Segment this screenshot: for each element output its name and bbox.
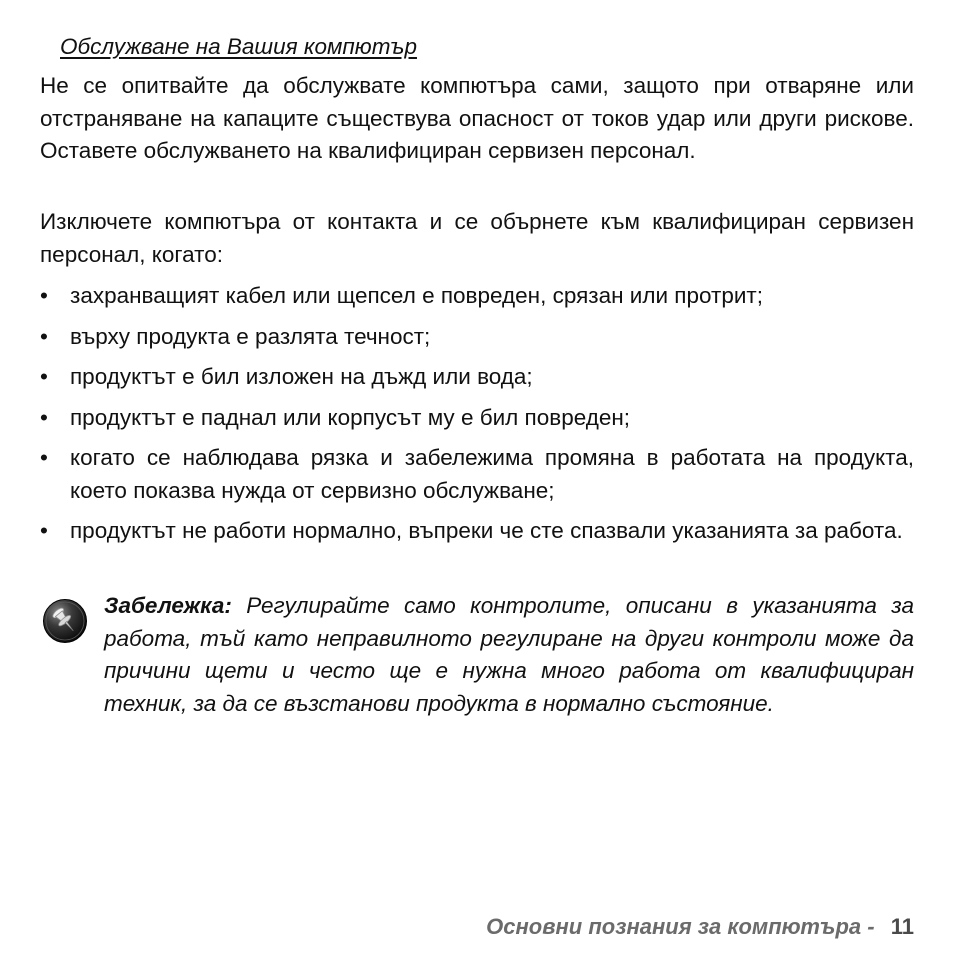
note-body: Регулирайте само контролите, описани в указанията за работа, тъй като неправилното регулиране на други контроли може да причини щети и често ще е нужна много работа от квалифициран техник, за да се възстанови продукта в нормално състояние. (104, 593, 914, 716)
page-number: 11 (890, 914, 914, 939)
list-item (40, 321, 914, 354)
list-item-text: продуктът е паднал или корпусът му е бил повреден; (70, 404, 631, 430)
list-item (40, 402, 914, 435)
list-item-text: продуктът е бил изложен на дъжд или вода; (70, 364, 533, 389)
page-footer (486, 914, 914, 940)
bullet-marker: • (40, 283, 48, 308)
paragraph-unplug-conditions: Изключете компютъра от контакта и се обърнете към квалифициран сервизен персонал, когато: (40, 209, 914, 267)
bullet-marker: • (40, 518, 48, 543)
bullet-marker: • (40, 445, 48, 470)
pushpin-icon (42, 598, 88, 644)
list-item-text: захранващият кабел или щепсел е повреден, срязан или протрит; (70, 283, 763, 308)
list-item (40, 515, 914, 548)
paragraph-servicing-warning: Не се опитвайте да обслужвате компютъра сами, защото при отваряне или отстраняване на капаците съществува опасност от токов удар или други рискове. Оставете обслужването на квалифициран сервизен персонал. (40, 73, 914, 163)
list-item-text: върху продукта е разлята течност; (70, 323, 431, 349)
section-title: Обслужване на Вашия компютър (60, 34, 417, 59)
note-label: Забележка: (104, 593, 232, 618)
bullet-marker: • (40, 404, 48, 430)
list-item-text: когато се наблюдава рязка и забележима промяна в работата на продукта, което показва нужда от сервизно обслужване; (70, 445, 914, 503)
note-text-block (104, 590, 914, 720)
list-item (40, 361, 914, 394)
conditions-list (40, 280, 914, 556)
bullet-marker: • (40, 323, 48, 349)
list-item (40, 280, 914, 313)
list-item-text: продуктът не работи нормално, въпреки че сте спазвали указанията за работа. (70, 518, 903, 543)
bullet-marker: • (40, 364, 48, 389)
footer-chapter-title: Основни познания за компютъра - (486, 914, 875, 939)
list-item (40, 442, 914, 507)
